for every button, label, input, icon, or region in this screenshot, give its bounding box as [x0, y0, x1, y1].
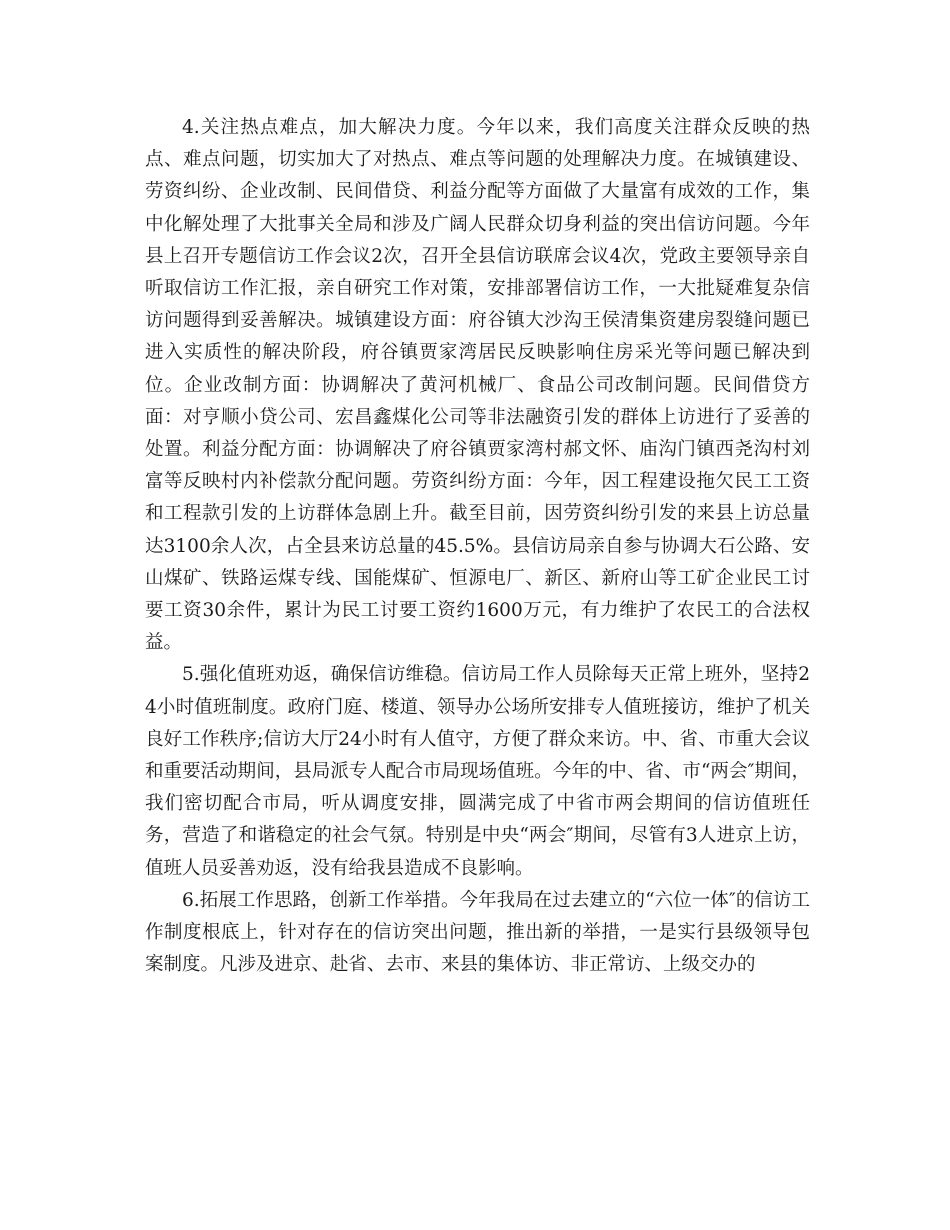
paragraph-6: 6.拓展工作思路，创新工作举措。今年我局在过去建立的“六位一体″的信访工作制度根底上，针对存在的信访突出问题，推出新的举措，一是实行县级领导包案制度。凡涉及进京、赴省、去市、来县的集体访、非正常访、上级交办的 — [145, 889, 810, 976]
paragraph-4: 4.关注热点难点，加大解决力度。今年以来，我们高度关注群众反映的热点、难点问题，切实加大了对热点、难点等问题的处理解决力度。在城镇建设、劳资纠纷、企业改制、民间借贷、利益分配等方面做了大量富有成效的工作，集中化解处理了大批事关全局和涉及广阔人民群众切身利益的突出信访问题。今年县上召开专题信访工作会议2次，召开全县信访联席会议4次，党政主要领导亲自听取信访工作汇报，亲自研究工作对策，安排部署信访工作，一大批疑难复杂信访问题得到妥善解决。城镇建设方面：府谷镇大沙沟王侯清集资建房裂缝问题已进入实质性的解决阶段，府谷镇贾家湾居民反映影响住房采光等问题已解决到位。企业改制方面：协调解决了黄河机械厂、食品公司改制问题。民间借贷方面：对亨顺小贷公司、宏昌鑫煤化公司等非法融资引发的群体上访进行了妥善的处置。利益分配方面：协调解决了府谷镇贾家湾村郝文怀、庙沟门镇西尧沟村刘富等反映村内补偿款分配问题。劳资纠纷方面：今年，因工程建设拖欠民工工资和工程款引发的上访群体急剧上升。截至目前，因劳资纠纷引发的来县上访总量达3100余人次，占全县来访总量的45.5%。县信访局亲自参与协调大石公路、安山煤矿、铁路运煤专线、国能煤矿、恒源电厂、新区、新府山等工矿企业民工讨要工资30余件，累计为民工讨要工资约1600万元，有力维护了农民工的合法权益。 — [145, 117, 810, 654]
paragraph-5: 5.强化值班劝返，确保信访维稳。信访局工作人员除每天正常上班外，坚持24小时值班制度。政府门庭、楼道、领导办公场所安排专人值班接访，维护了机关良好工作秩序;信访大厅24小时有人值守，方便了群众来访。中、省、市重大会议和重要活动期间，县局派专人配合市局现场值班。今年的中、省、市“两会″期间，我们密切配合市局，听从调度安排，圆满完成了中省市两会期间的信访值班任务，营造了和谐稳定的社会气氛。特别是中央“两会″期间，尽管有3人进京上访，值班人员妥善劝返，没有给我县造成不良影响。 — [145, 664, 810, 879]
document-body — [145, 112, 810, 981]
